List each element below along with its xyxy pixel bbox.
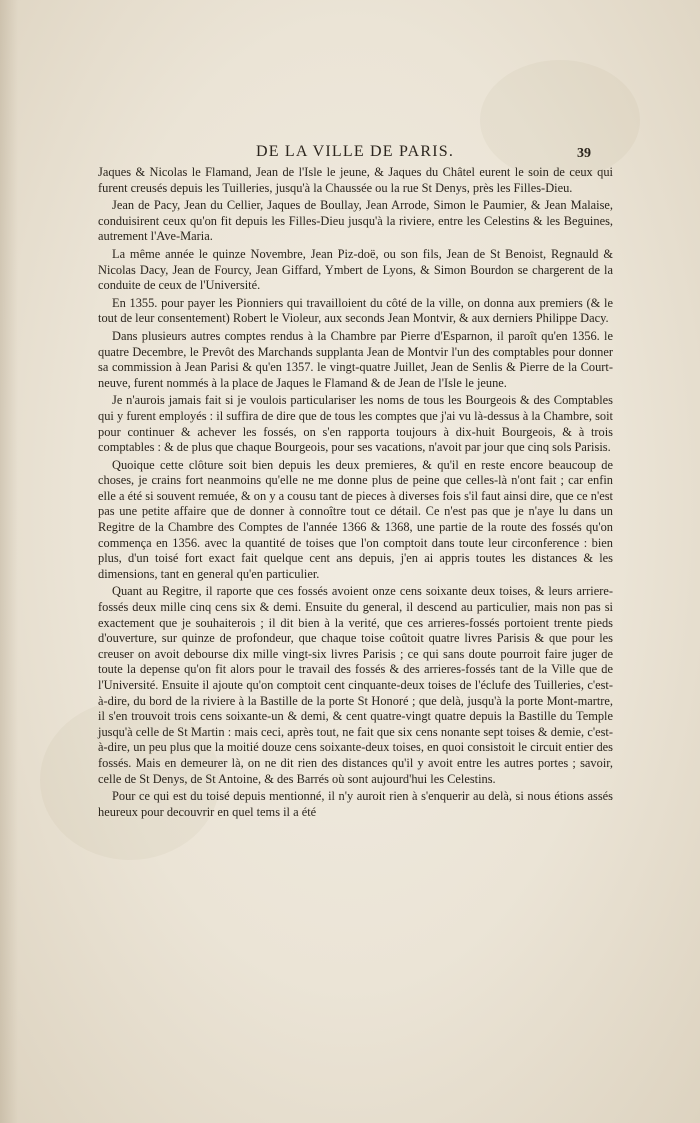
paragraph: Jean de Pacy, Jean du Cellier, Jaques de Boullay, Jean Arrode, Simon le Paumier, & Jean Malaise, conduisirent ceux qu'on fit depuis les Filles-Dieu jusqu'à la riviere, entre les Celestins & les Beguines, autrement l'Ave-Maria. — [98, 198, 613, 244]
paper-stain — [480, 60, 640, 180]
paragraph: Quant au Regitre, il raporte que ces fossés avoient onze cens soixante deux toises, & leurs arriere-fossés deux mille cinq cens six & demi. Ensuite du general, il descend au particulier, mais non pas si exactement que je souhaiterois ; il dit bien à la verité, que ces arrieres-fossés portoient trente pieds d'ouverture, sur quinze de profondeur, que chaque toise coûtoit quatre livres Parisis & que pour les creuser on avoit debourse dix mille vingt-six livres Parisis ; ce qui sans doute pourroit faire juger de toute la depense qu'on fit alors pour le travail des fossés & des arrieres-fossés tant de la Ville que de l'Université. Ensuite il ajoute qu'on comptoit cent cinquante-deux toises de l'éclufe des Tuilleries, c'est-à-dire, du bord de la riviere à la Bastille de la porte St Honoré ; que delà, jusqu'à la porte Mont-martre, il s'en trouvoit trois cens soixante-un & demi, & cent quatre-vingt quatre depuis la Bastille du Temple jusqu'à celle de St Martin : mais ceci, après tout, ne fait que six cens nonante sept toises & demie, c'est-à-dire, un peu plus que la moitié douze cens soixante-deux toises, en quoi consistoit le circuit entier des fossés. Mais en demeurer là, on ne dit rien des distances qu'il y avoit entre les autres portes ; savoir, celle de St Denys, de St Antoine, & des Barrés où sont aujourd'hui les Celestins. — [98, 584, 613, 786]
paragraph: Jaques & Nicolas le Flamand, Jean de l'Isle le jeune, & Jaques du Châtel eurent le soin de ceux qui furent creusés depuis les Tuilleries, jusqu'à la Chaussée ou la rue St Denys, près les Filles-Dieu. — [98, 165, 613, 195]
paragraph: Quoique cette clôture soit bien depuis les deux premieres, & qu'il en reste encore beaucoup de choses, je crains fort neanmoins qu'elle ne me donne plus de peine que celles-là n'ont fait ; car enfin elle a été si souvent remuée, & on y a cousu tant de pieces à diverses fois s'il faut ainsi dire, que ce n'est pas une petite affaire que de donner à connoître tout ce détail. Ce n'est pas que je n'aye lu dans un Regitre de la Chambre des Comptes de l'année 1366 & 1368, une partie de la route des fossés qu'on commença en 1356. avec la quantité de toises que l'on comptoit dans toute leur circonference : bien plus, d'un toisé fort exact fait quelque cent ans depuis, j'en ai appris toutes les distances & les dimensions, tant en general qu'en particulier. — [98, 457, 613, 581]
paragraph: Je n'aurois jamais fait si je voulois particulariser les noms de tous les Bourgeois & des Comptables qui y furent employés : il suffira de dire que de tous les comptes que j'ai vu là-dessus à la Chambre, soit pour continuer & achever les fossés, on s'en rapporta toujours à dix-huit Bourgeois, & à trois comptables : & de plus que chaque Bourgeois, pour ses vacations, n'avoit par jour que cinq sols Parisis. — [98, 393, 613, 455]
paragraph: Pour ce qui est du toisé depuis mentionné, il n'y auroit rien à s'enquerir au delà, si nous étions assés heureux pour decouvrir en quel tems il a été — [98, 789, 613, 819]
page-number: 39 — [577, 146, 591, 161]
paragraph: La même année le quinze Novembre, Jean Piz-doë, ou son fils, Jean de St Benoist, Regnauld & Nicolas Dacy, Jean de Fourcy, Jean Giffard, Ymbert de Lyons, & Simon Bourdon se chargerent de la conduite de ceux de l'Université. — [98, 246, 613, 293]
paragraph: Dans plusieurs autres comptes rendus à la Chambre par Pierre d'Esparnon, il paroît qu'en 1356. le quatre Decembre, le Prevôt des Marchands supplanta Jean de Montvir l'un des comptables pour donner sa commission à Jean Parisi & qu'en 1357. le vingt-quatre Juillet, Jean de Senlis & Pierre de la Court-neuve, furent nommés à la place de Jaques le Flamand & de Jean de l'Isle le jeune. — [98, 328, 613, 390]
paragraph: En 1355. pour payer les Pionniers qui travailloient du côté de la ville, on donna aux premiers (& le tout de leur consentement) Robert le Violeur, aux seconds Jean Montvir, & aux derniers Philippe Dacy. — [98, 295, 613, 326]
running-head: DE LA VILLE DE PARIS. — [255, 143, 455, 160]
body-text — [98, 165, 613, 822]
